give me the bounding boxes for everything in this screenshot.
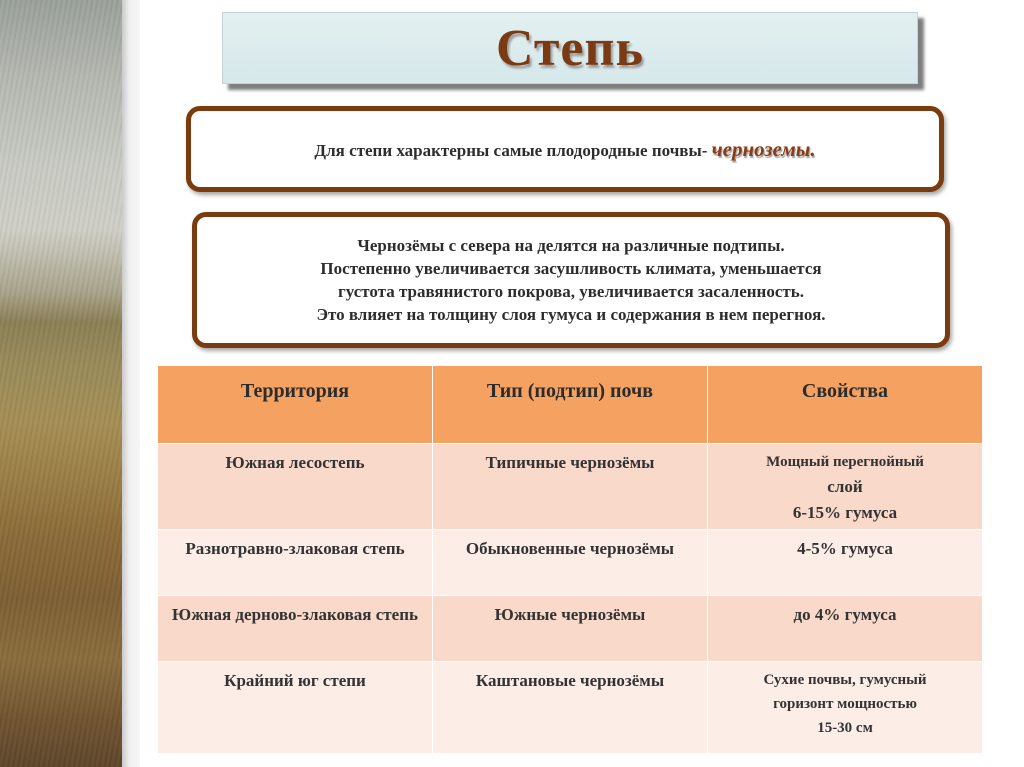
properties-line: 15-30 см: [817, 720, 873, 736]
properties-line: 4-5% гумуса: [797, 539, 893, 558]
cell-properties: [708, 530, 983, 596]
cell-properties: [708, 596, 983, 662]
table-header-row: [158, 366, 983, 444]
cell-territory: Южная дерново-злаковая степь: [158, 596, 433, 662]
properties-line: 6-15% гумуса: [792, 503, 898, 522]
cell-territory: Южная лесостепь: [158, 444, 433, 530]
table-row: [158, 596, 983, 662]
properties-line: Сухие почвы, гумусный: [763, 672, 927, 688]
side-divider: [122, 0, 140, 767]
cell-soil: Каштановые чернозёмы: [433, 662, 708, 754]
soil-table: [157, 365, 983, 754]
cell-properties: [708, 662, 983, 754]
header-soil-type: Тип (подтип) почв: [433, 366, 708, 444]
description-box: [192, 212, 950, 348]
intro-text: Для степи характерны самые плодородные почвы-: [314, 140, 708, 160]
header-properties: Свойства: [708, 366, 983, 444]
description-line: густота травянистого покрова, увеличивается засаленность.: [338, 282, 804, 301]
title-banner: [222, 12, 918, 84]
properties-line: до 4% гумуса: [793, 605, 897, 624]
cell-properties: [708, 444, 983, 530]
description-text: [316, 234, 825, 326]
intro-text-line: [314, 137, 815, 162]
cell-soil: Типичные чернозёмы: [433, 444, 708, 530]
table-row: [158, 444, 983, 530]
slide-title: Степь: [496, 19, 644, 77]
steppe-photo: [0, 0, 122, 767]
description-line: Чернозёмы с севера на делятся на различные подтипы.: [357, 236, 785, 255]
properties-line: Мощный перегнойный: [766, 454, 924, 470]
intro-highlight: черноземы.: [711, 136, 816, 161]
properties-line: горизонт мощностью: [773, 696, 917, 712]
intro-box: [186, 106, 944, 192]
description-line: Постепенно увеличивается засушливость климата, уменьшается: [320, 259, 822, 278]
description-line: Это влияет на толщину слоя гумуса и содержания в нем перегноя.: [316, 305, 826, 324]
table-row: [158, 662, 983, 754]
properties-line: слой: [827, 477, 863, 496]
table-row: [158, 530, 983, 596]
header-territory: Территория: [158, 366, 433, 444]
cell-territory: Крайний юг степи: [158, 662, 433, 754]
cell-territory: Разнотравно-злаковая степь: [158, 530, 433, 596]
cell-soil: Обыкновенные чернозёмы: [433, 530, 708, 596]
cell-soil: Южные чернозёмы: [433, 596, 708, 662]
